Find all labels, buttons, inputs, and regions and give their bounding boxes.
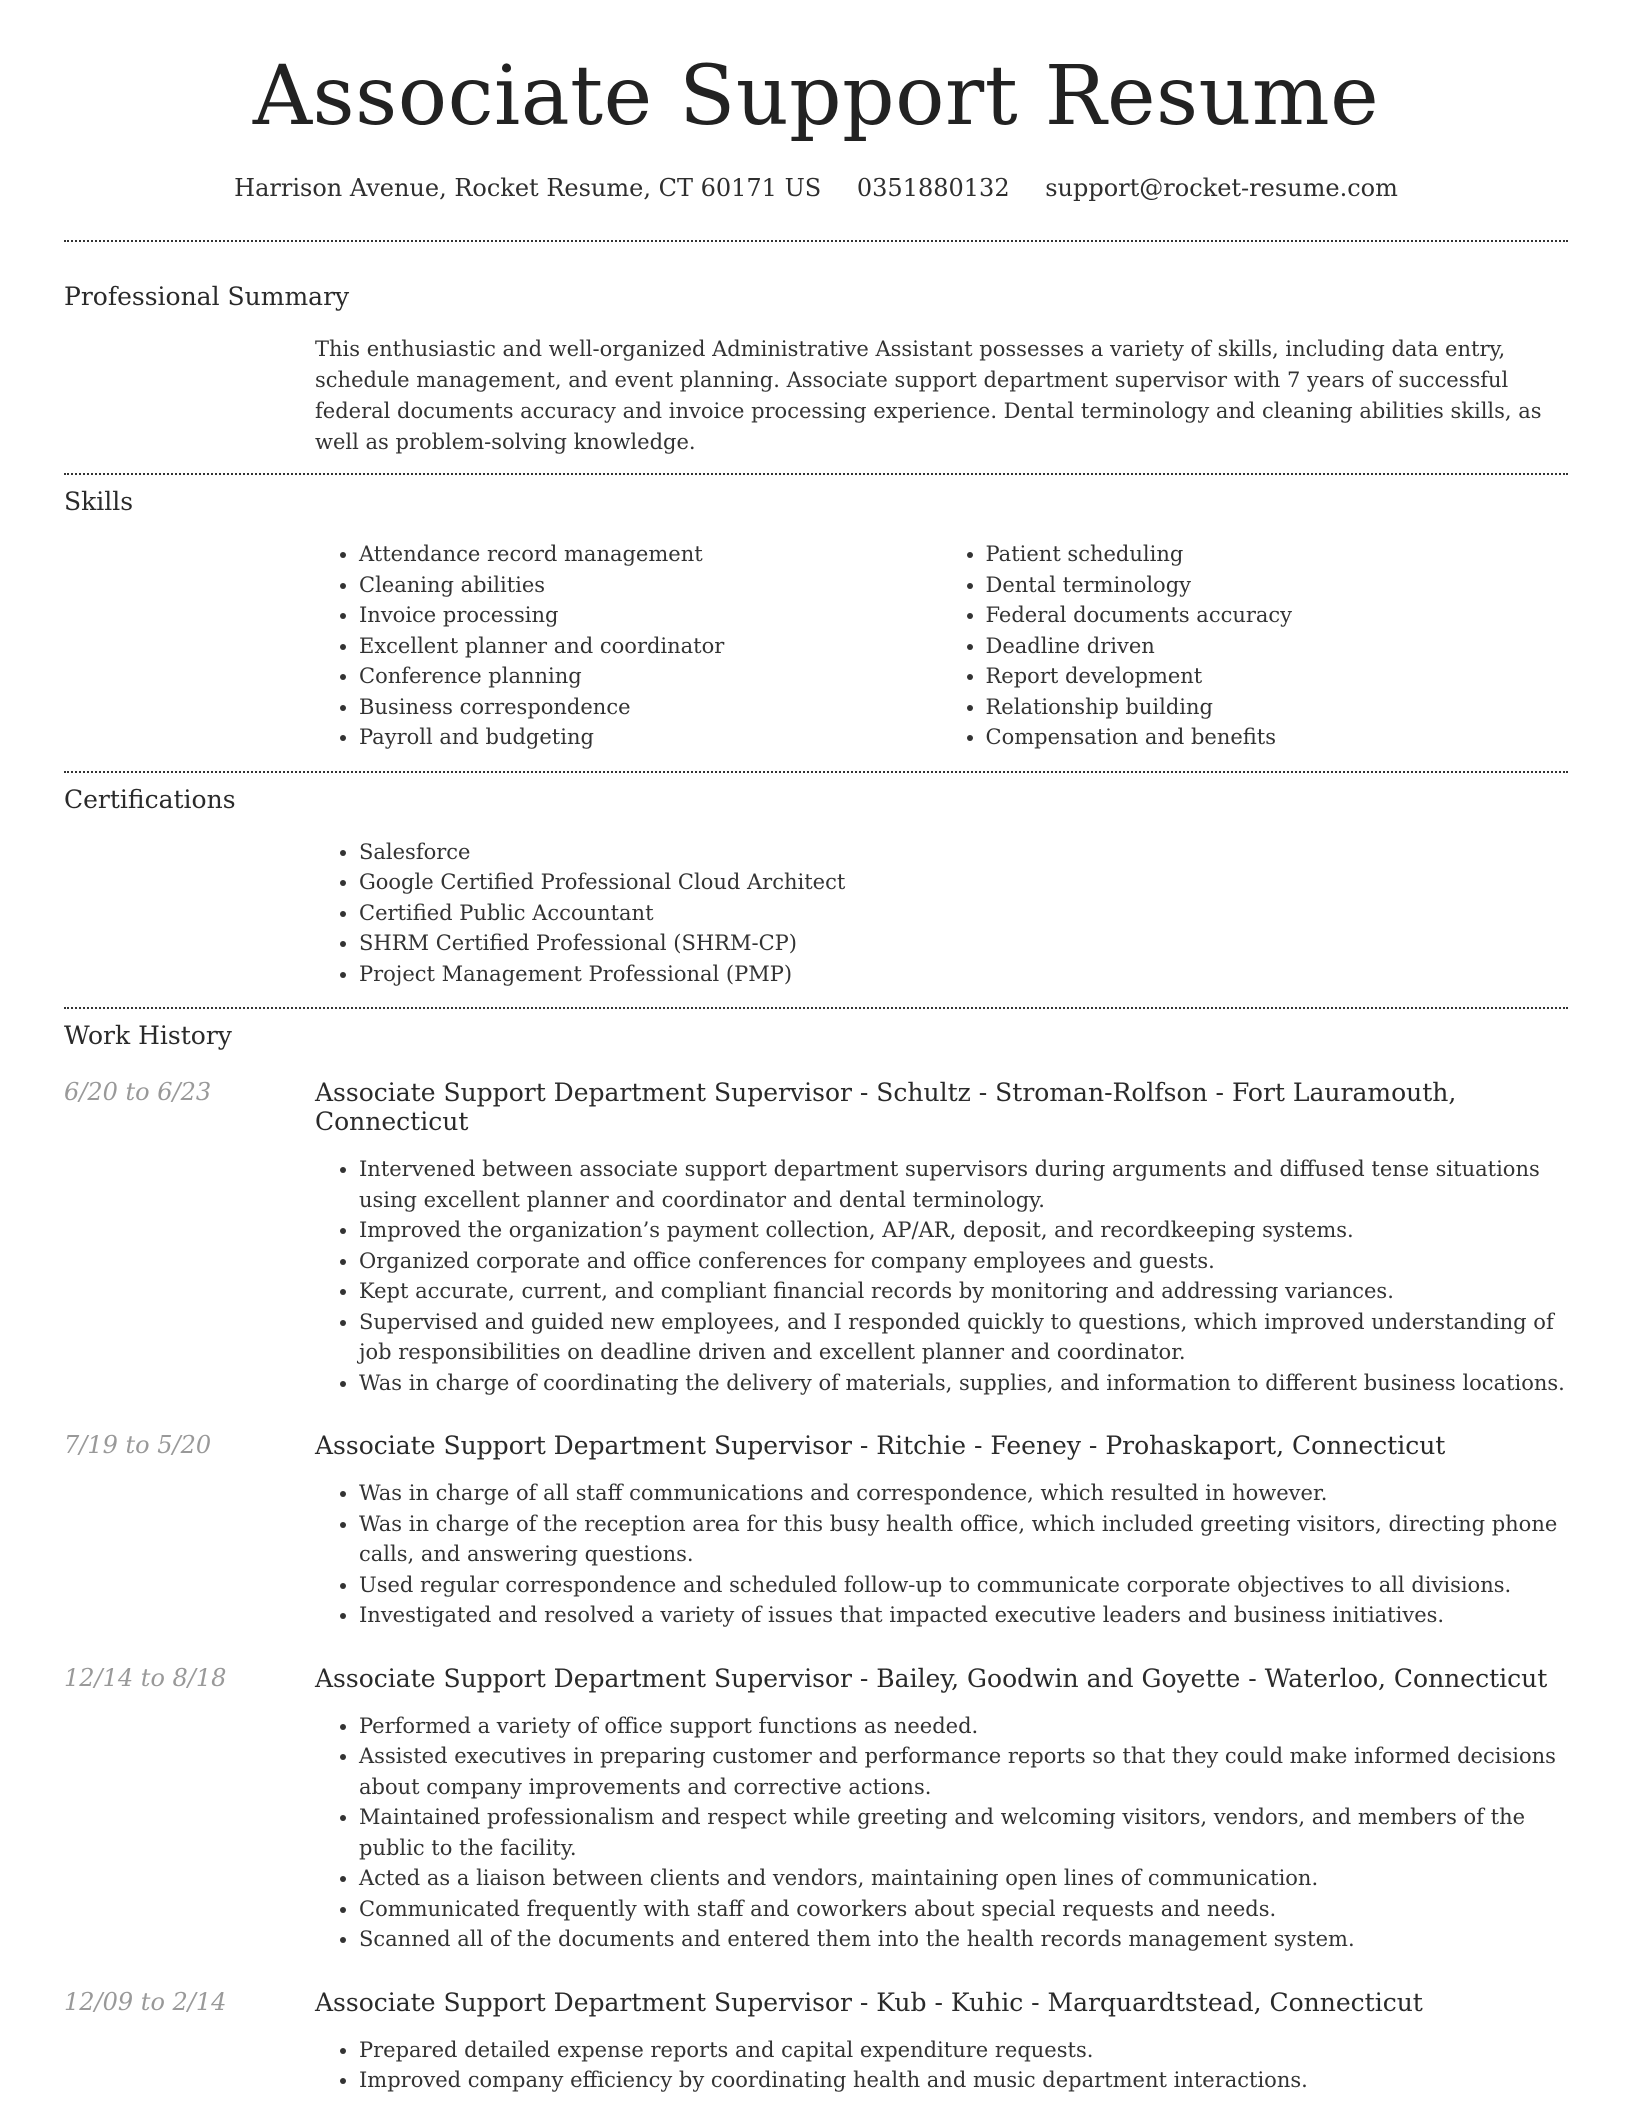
list-item: • Project Management Professional (PMP)	[359, 959, 1568, 990]
job-dates: 12/14 to 8/18	[64, 1663, 227, 1692]
section-divider	[64, 240, 1568, 242]
list-item: • Relationship building	[986, 692, 1569, 723]
job-body	[315, 1664, 1568, 1955]
job-title: Associate Support Department Supervisor - Schultz - Stroman-Rolfson - Fort Lauramouth, Connecticut	[315, 1078, 1457, 1136]
list-item: • Scanned all of the documents and entered them into the health records management system.	[359, 1924, 1568, 1955]
list-item: • Assisted executives in preparing customer and performance reports so that they could make informed decisions about company improvements and corrective actions.	[359, 1741, 1568, 1802]
job-bullets	[315, 1711, 1568, 1955]
list-item: • Attendance record management	[359, 539, 942, 570]
list-item: • Used regular correspondence and scheduled follow-up to communicate corporate objectives to all divisions.	[359, 1570, 1568, 1601]
list-item: • Business correspondence	[359, 692, 942, 723]
professional-summary-section	[64, 282, 1568, 458]
job-dates: 7/19 to 5/20	[64, 1431, 212, 1459]
job-entry	[64, 1988, 1568, 2096]
skills-list-right	[942, 539, 1569, 753]
section-heading-summary: Professional Summary	[64, 282, 350, 311]
job-title: Associate Support Department Supervisor - Bailey, Goodwin and Goyette - Waterloo, Connecticut	[315, 1663, 1548, 1693]
list-item: • Deadline driven	[986, 631, 1569, 662]
list-item: • Kept accurate, current, and compliant financial records by monitoring and addressing variances.	[359, 1276, 1568, 1307]
list-item: • Dental terminology	[986, 570, 1569, 601]
list-item: • Was in charge of all staff communications and correspondence, which resulted in however.	[359, 1478, 1568, 1509]
list-item: • Invoice processing	[359, 600, 942, 631]
contact-email: support@rocket-resume.com	[1045, 174, 1398, 202]
list-item: • Maintained professionalism and respect while greeting and welcoming visitors, vendors, and members of the public to the facility.	[359, 1802, 1568, 1863]
job-bullets	[315, 1154, 1568, 1398]
job-body	[315, 1078, 1568, 1398]
job-bullets	[315, 1478, 1568, 1631]
list-item: • Federal documents accuracy	[986, 600, 1569, 631]
list-item: • Compensation and benefits	[986, 722, 1569, 753]
job-dates: 6/20 to 6/23	[64, 1078, 212, 1106]
job-body	[315, 1431, 1568, 1631]
list-item: • Salesforce	[359, 837, 1568, 868]
skills-section	[64, 487, 1568, 753]
job-body	[315, 1988, 1568, 2096]
list-item: • Certified Public Accountant	[359, 898, 1568, 929]
section-divider	[64, 473, 1568, 475]
certifications-block	[315, 837, 1568, 990]
skills-list-left	[315, 539, 942, 753]
job-entry	[64, 1078, 1568, 1398]
work-history-section	[64, 1021, 1568, 2096]
list-item: • Investigated and resolved a variety of issues that impacted executive leaders and business initiatives.	[359, 1600, 1568, 1631]
list-item: • Supervised and guided new employees, and I responded quickly to questions, which improved understanding of job responsibilities on deadline driven and excellent planner and coordinator.	[359, 1307, 1568, 1368]
job-bullets	[315, 2035, 1568, 2096]
section-divider	[64, 771, 1568, 773]
section-divider	[64, 1007, 1568, 1009]
list-item: • Patient scheduling	[986, 539, 1569, 570]
list-item: • Intervened between associate support department supervisors during arguments and diffused tense situations using excellent planner and coordinator and dental terminology.	[359, 1154, 1568, 1215]
list-item: • Prepared detailed expense reports and capital expenditure requests.	[359, 2035, 1568, 2066]
job-entry	[64, 1431, 1568, 1631]
list-item: • Payroll and budgeting	[359, 722, 942, 753]
section-heading-skills: Skills	[64, 487, 134, 516]
section-heading-work-history: Work History	[64, 1021, 232, 1050]
list-item: • SHRM Certified Professional (SHRM-CP)	[359, 928, 1568, 959]
list-item: • Report development	[986, 661, 1569, 692]
job-dates: 12/09 to 2/14	[64, 1987, 227, 2016]
contact-phone: 0351880132	[856, 174, 1010, 202]
list-item: • Improved the organization’s payment collection, AP/AR, deposit, and recordkeeping systems.	[359, 1215, 1568, 1246]
list-item: • Performed a variety of office support functions as needed.	[359, 1711, 1568, 1742]
certifications-section	[64, 785, 1568, 990]
page-title: Associate Support Resume	[252, 49, 1380, 144]
list-item: • Acted as a liaison between clients and vendors, maintaining open lines of communication.	[359, 1863, 1568, 1894]
job-entry	[64, 1664, 1568, 1955]
list-item: • Was in charge of coordinating the delivery of materials, supplies, and information to different business locations.	[359, 1368, 1568, 1399]
contact-line	[64, 174, 1568, 202]
job-title: Associate Support Department Supervisor - Kub - Kuhic - Marquardtstead, Connecticut	[315, 1987, 1423, 2017]
skills-columns	[315, 539, 1568, 753]
list-item: • Conference planning	[359, 661, 942, 692]
certifications-list	[315, 837, 1568, 990]
list-item: • Google Certified Professional Cloud Architect	[359, 867, 1568, 898]
list-item: • Improved company efficiency by coordinating health and music department interactions.	[359, 2065, 1568, 2096]
job-title: Associate Support Department Supervisor - Ritchie - Feeney - Prohaskaport, Connecticut	[315, 1431, 1446, 1460]
resume-page	[64, 0, 1568, 2096]
list-item: • Communicated frequently with staff and coworkers about special requests and needs.	[359, 1894, 1568, 1925]
list-item: • Organized corporate and office conferences for company employees and guests.	[359, 1246, 1568, 1277]
list-item: • Excellent planner and coordinator	[359, 631, 942, 662]
section-heading-certifications: Certifications	[64, 784, 236, 814]
contact-address: Harrison Avenue, Rocket Resume, CT 60171 US	[234, 174, 822, 202]
summary-text: This enthusiastic and well-organized Administrative Assistant possesses a variety of skills, including data entry, schedule management, and event planning. Associate support department supervisor with 7 years of successful federal documents accuracy and invoice processing experience. Dental terminology and cleaning abilities skills, as well as problem-solving knowledge.	[315, 337, 1542, 454]
list-item: • Cleaning abilities	[359, 570, 942, 601]
list-item: • Was in charge of the reception area for this busy health office, which included greeting visitors, directing phone calls, and answering questions.	[359, 1509, 1568, 1570]
